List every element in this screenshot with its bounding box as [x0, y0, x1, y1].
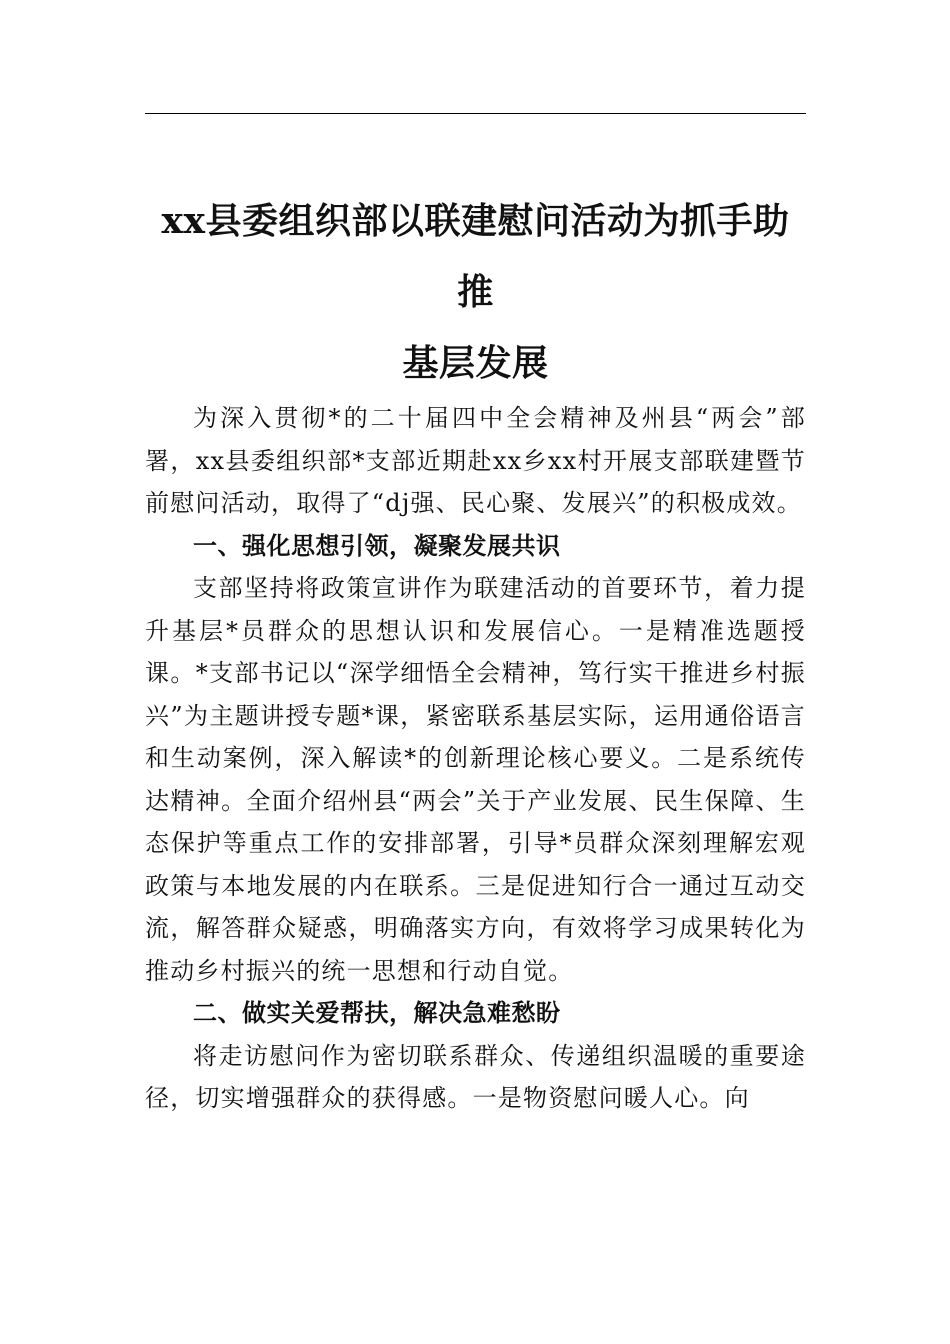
section-2-paragraph: 将走访慰问作为密切联系群众、传递组织温暖的重要途径，切实增强群众的获得感。一是物资慰问暖人心。向: [145, 1041, 806, 1112]
document-title-line-2: 基层发展: [402, 342, 549, 384]
document-title: [145, 186, 806, 399]
document-body: [145, 397, 806, 1120]
section-1-heading: 一、强化思想引领，凝聚发展共识: [193, 531, 561, 560]
section-2-heading: 二、做实关爱帮扶，解决急难愁盼: [193, 999, 561, 1027]
section-1-paragraph: 支部坚持将政策宣讲作为联建活动的首要环节，着力提升基层*员群众的思想认识和发展信心。一是精准选题授课。*支部书记以“深学细悟全会精神，笃行实干推进乡村振兴”为主题讲授专题*课，紧密联系基层实际，运用通俗语言和生动案例，深入解读*的创新理论核心要义。二是系统传达精神。全面介绍州县“两会”关于产业发展、民生保障、生态保护等重点工作的安排部署，引导*员群众深刻理解宏观政策与本地发展的内在联系。三是促进知行合一通过互动交流，解答群众疑惑，明确落实方向，有效将学习成果转化为推动乡村振兴的统一思想和行动自觉。: [145, 574, 806, 985]
intro-paragraph: 为深入贯彻*的二十届四中全会精神及州县“两会”部署，xx县委组织部*支部近期赴xx乡xx村开展支部联建暨节前慰问活动，取得了“dj强、民心聚、发展兴”的积极成效。: [145, 404, 806, 517]
document-title-line-1: xx县委组织部以联建慰问活动为抓手助推: [161, 200, 790, 313]
header-rule: [145, 113, 806, 114]
